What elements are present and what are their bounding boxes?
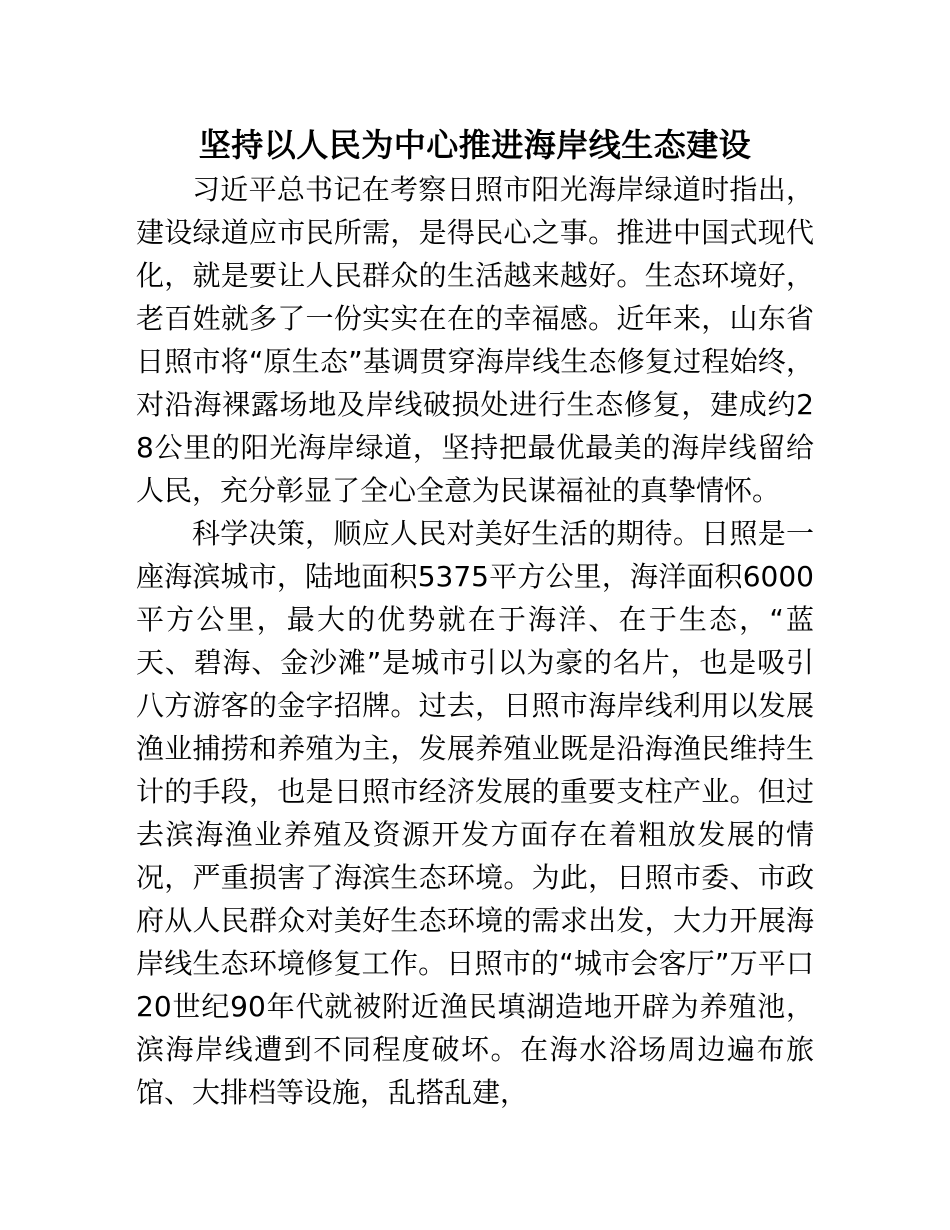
paragraph-2: 科学决策，顺应人民对美好生活的期待。日照是一座海滨城市，陆地面积5375平方公里，海洋面积6000平方公里，最大的优势就在于海洋、在于生态，“蓝天、碧海、金沙滩”是城市引以为豪的名片，也是吸引八方游客的金字招牌。过去，日照市海岸线利用以发展渔业捕捞和养殖为主，发展养殖业既是沿海渔民维持生计的手段，也是日照市经济发展的重要支柱产业。但过去滨海渔业养殖及资源开发方面存在着粗放发展的情况，严重损害了海滨生态环境。为此，日照市委、市政府从人民群众对美好生态环境的需求出发，大力开展海岸线生态环境修复工作。日照市的“城市会客厅”万平口20世纪90年代就被附近渔民填湖造地开辟为养殖池，滨海岸线遭到不同程度破坏。在海水浴场周边遍布旅馆、大排档等设施，乱搭乱建， xyxy=(136,517,814,1109)
paragraph-1: 习近平总书记在考察日照市阳光海岸绿道时指出，建设绿道应市民所需，是得民心之事。推进中国式现代化，就是要让人民群众的生活越来越好。生态环境好，老百姓就多了一份实实在在的幸福感。近年来，山东省日照市将“原生态”基调贯穿海岸线生态修复过程始终，对沿海裸露场地及岸线破损处进行生态修复，建成约28公里的阳光海岸绿道，坚持把最优最美的海岸线留给人民，充分彰显了全心全意为民谋福祉的真挚情怀。 xyxy=(136,173,814,507)
document-body xyxy=(136,168,814,1114)
page-title: 坚持以人民为中心推进海岸线生态建设 xyxy=(198,126,752,165)
